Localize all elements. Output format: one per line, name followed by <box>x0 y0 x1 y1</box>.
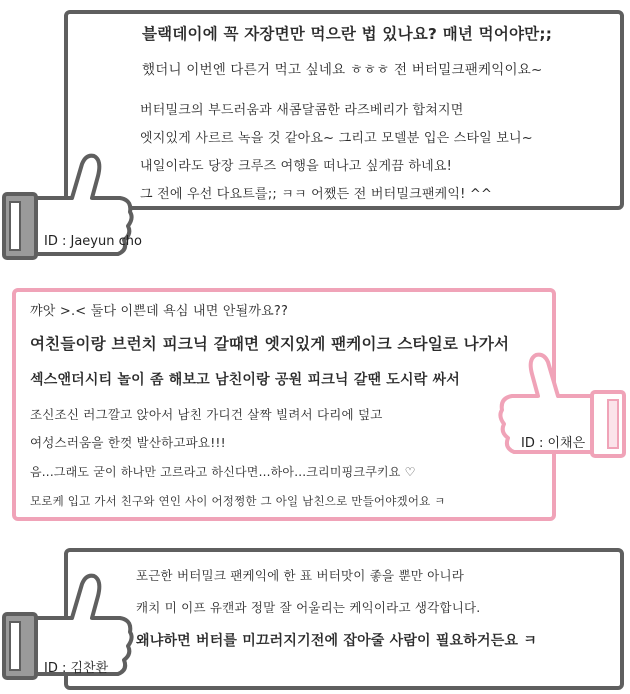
review-2-line-7: 모로케 입고 가서 친구와 연인 사이 어정쩡한 그 아일 남친으로 만들어야겠어요 ㅋ <box>30 494 446 508</box>
review-1-line-4: 엣지있게 사르르 녹을 것 같아요~ 그리고 모델분 입은 스타일 보니~ <box>140 131 533 146</box>
review-1-line-3: 버터밀크의 부드러움과 새콤달콤한 라즈베리가 합쳐지면 <box>140 103 464 118</box>
review-1-line-2: 했더니 이번엔 다른거 먹고 싶네요 ㅎㅎㅎ 전 버터밀크팬케익이요~ <box>142 62 543 78</box>
review-2-line-2: 여친들이랑 브런치 피크닉 갈때면 엣지있게 팬케이크 스타일로 나가서 <box>30 335 510 353</box>
review-2-line-3: 섹스앤더시티 놀이 좀 해보고 남친이랑 공원 피크닉 갈땐 도시락 싸서 <box>30 372 460 388</box>
review-3-line-3: 왜냐하면 버터를 미끄러지기전에 잡아줄 사람이 필요하거든요 ㅋ <box>136 633 537 649</box>
thumbs-up-icon <box>0 150 140 268</box>
review-2-line-4: 조신조신 러그깔고 앉아서 남친 가디건 살짝 빌려서 다리에 덮고 <box>30 407 383 422</box>
review-1-line-5: 내일이라도 당장 크루즈 여행을 떠나고 싶게끔 하네요! <box>140 159 453 174</box>
review-3-author-id: ID : 김찬환 <box>44 661 109 676</box>
review-1-line-1: 블랙데이에 꼭 자장면만 먹으란 법 있나요? 매년 먹어야만;; <box>142 25 553 43</box>
review-3-line-2: 캐치 미 이프 유캔과 정말 잘 어울리는 케익이라고 생각합니다. <box>136 600 481 615</box>
review-2-line-6: 음...그래도 굳이 하나만 고르라고 하신다면...하아...크리미핑크쿠키요 ♡ <box>30 465 416 479</box>
review-1-author-id: ID : Jaeyun cho <box>44 234 142 249</box>
review-2-line-1: 꺄앗 >.< 둘다 이쁜데 욕심 내면 안될까요?? <box>30 304 289 319</box>
review-2-author-id: ID : 이채은 <box>521 436 586 451</box>
review-3-line-1: 포근한 버터밀크 팬케익에 한 표 버터맛이 좋을 뿐만 아니라 <box>136 568 464 583</box>
review-1-line-6: 그 전에 우선 다요트를;; ㅋㅋ 어쨌든 전 버터밀크팬케익! ^^ <box>140 187 493 202</box>
review-2-line-5: 여성스러움을 한껏 발산하고파요!!! <box>30 435 226 450</box>
